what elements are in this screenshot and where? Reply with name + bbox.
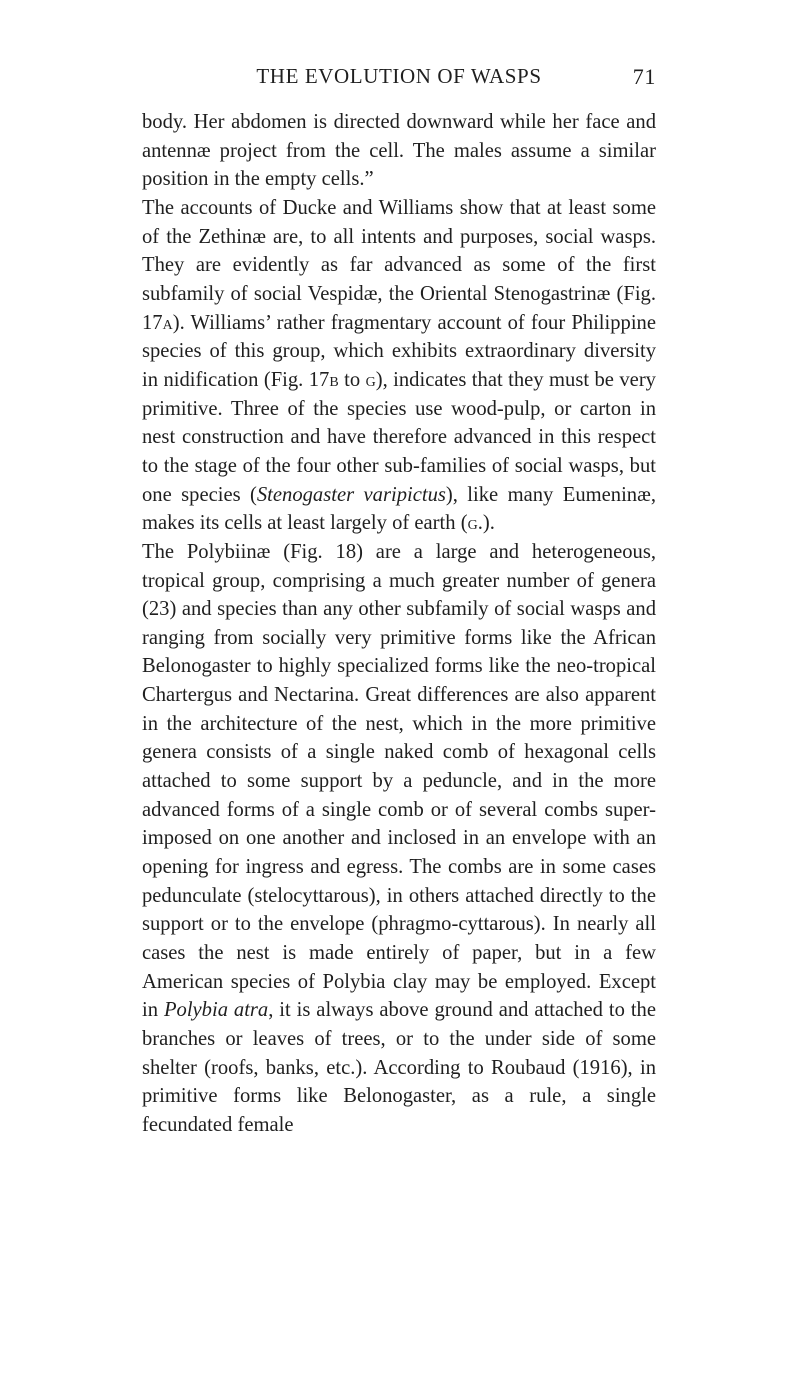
small-caps-run: g: [467, 512, 478, 535]
body-text: [142, 108, 656, 1140]
small-caps-run: g: [365, 368, 376, 391]
italic-run: Polybia atra: [163, 999, 269, 1022]
paragraph: [142, 194, 656, 538]
book-page: [142, 58, 656, 1140]
text-run: .).: [477, 512, 495, 535]
text-run: to: [338, 368, 366, 391]
text-run: ), like many Eumeninæ, makes its cells at least largely of earth (: [142, 483, 656, 535]
text-run: ). Williams’ rather fragmentary account of four Philippine species of this group, which exhibits extraordinary diversity in nidification (Fig. 17: [142, 311, 656, 391]
text-run: The accounts of Ducke and Williams show that at least some of the Zethinæ are, to all intents and purposes, social wasps. They are evidently as far advanced as some of the first subfamily of social Vespidæ, the Oriental Stenogastrinæ (Fig. 17: [142, 196, 656, 334]
paragraph: [142, 108, 656, 194]
chapter-title: THE EVOLUTION OF WASPS: [256, 64, 542, 88]
paragraph: [142, 538, 656, 1140]
small-caps-run: b: [329, 368, 339, 391]
small-caps-run: a: [162, 311, 173, 334]
text-run: ), indicates that they must be very primitive. Three of the species use wood-pulp, or carton in nest construction and have therefore advanced in this respect to the stage of the four other sub-families of social wasps, but one species (: [142, 368, 656, 506]
text-run: body. Her abdomen is directed downward while her face and antennæ project from the cell. The males assume a similar position in the empty cells.”: [142, 111, 656, 191]
page-number: 71: [632, 64, 656, 89]
italic-run: Stenogaster varipictus: [256, 483, 446, 506]
running-head: [142, 58, 656, 94]
text-run: The Polybiinæ (Fig. 18) are a large and heterogeneous, tropical group, comprising a much greater number of genera (23) and species than any other subfamily of social wasps and ranging from socially very primitive forms like the African Belonogaster to highly specialized forms like the neo-tropical Chartergus and Nectarina. Great differences are also apparent in the architecture of the nest, which in the more primitive genera consists of a single naked comb of hexagonal cells attached to some support by a peduncle, and in the more advanced forms of a single comb or of several combs super-imposed on one another and inclosed in an envelope with an opening for ingress and egress. The combs are in some cases pedunculate (stelocyttarous), in others attached directly to the support or to the envelope (phragmo-cyttarous). In nearly all cases the nest is made entirely of paper, but in a few American species of Polybia clay may be employed. Except in: [142, 540, 656, 1022]
text-run: , it is always above ground and attached to the branches or leaves of trees, or to the under side of some shelter (roofs, banks, etc.). According to Roubaud (1916), in primitive forms like Belonogaster, as a rule, a single fecundated female: [142, 999, 656, 1136]
